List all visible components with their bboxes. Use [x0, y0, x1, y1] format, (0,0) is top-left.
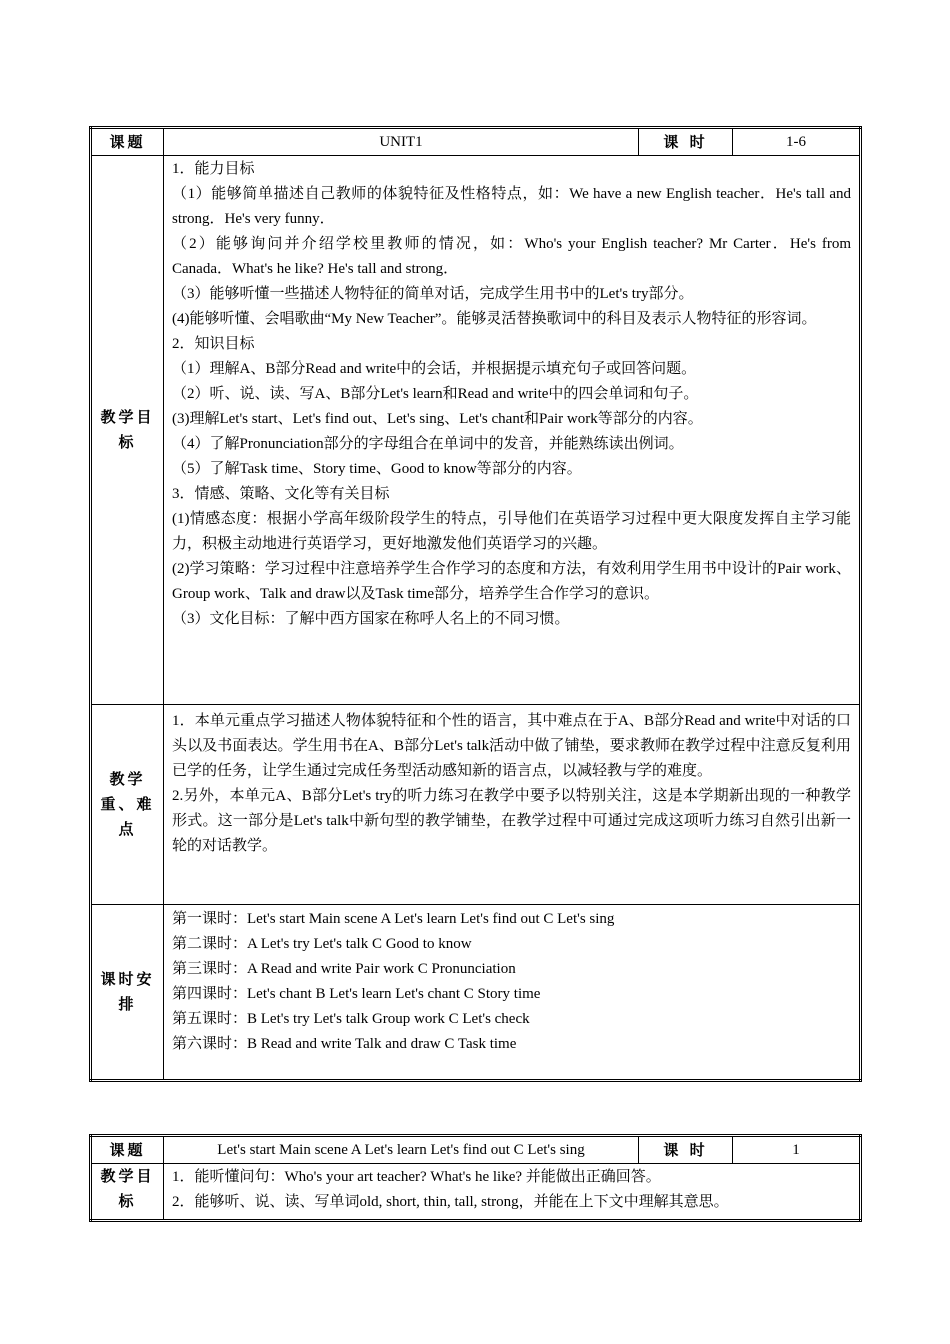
schedule-line: 第四课时：Let's chant B Let's learn Let's chant C Story time	[172, 986, 541, 1002]
goals-label: 教学目标	[91, 1164, 164, 1221]
goals-content	[164, 1164, 861, 1221]
period-value: 1	[733, 1136, 861, 1164]
schedule-content	[164, 905, 861, 1081]
goal-line: （1）能够简单描述自己教师的体貌特征及性格特点，如：We have a new English teacher．He's tall and strong．He's very funny．	[172, 186, 851, 227]
focus-line: 1．本单元重点学习描述人物体貌特征和个性的语言，其中难点在于A、B部分Read and write中对话的口头以及书面表达。学生用书在A、B部分Let's talk活动中做了铺垫，要求教师在教学过程中注意反复利用已学的任务，让学生通过完成任务型活动感知新的语言点，以减轻教与学的难度。	[172, 713, 851, 779]
goal-line: (3)理解Let's start、Let's find out、Let's sing、Let's chant和Pair work等部分的内容。	[172, 411, 703, 427]
goals-content	[164, 156, 861, 705]
unit-overview-table	[89, 126, 862, 1082]
focus-line: 2.另外，本单元A、B部分Let's try的听力练习在教学中要予以特别关注，这是本学期新出现的一种教学形式。这一部分是Let's talk中新句型的教学铺垫，在教学过程中可通过完成这项听力练习自然引出新一轮的对话教学。	[172, 788, 851, 854]
period-value: 1-6	[733, 128, 861, 156]
goals-label: 教学目标	[91, 156, 164, 705]
schedule-line: 第六课时：B Read and write Talk and draw C Task time	[172, 1036, 517, 1052]
goal-line: （1）理解A、B部分Read and write中的会话，并根据提示填充句子或回答问题。	[172, 361, 697, 377]
goal-line: 1．能力目标	[172, 161, 255, 177]
goal-line: （5）了解Task time、Story time、Good to know等部分的内容。	[172, 461, 582, 477]
schedule-line: 第二课时：A Let's try Let's talk C Good to know	[172, 936, 472, 952]
goal-line: （3）文化目标：了解中西方国家在称呼人名上的不同习惯。	[172, 611, 570, 627]
header-row	[91, 1136, 861, 1164]
period-label: 课 时	[639, 1136, 733, 1164]
goal-line: 2．知识目标	[172, 336, 255, 352]
goal-line: 3．情感、策略、文化等有关目标	[172, 486, 390, 502]
goals-row	[91, 156, 861, 705]
topic-label: 课题	[91, 128, 164, 156]
goals-row	[91, 1164, 861, 1221]
goal-line: （4）了解Pronunciation部分的字母组合在单词中的发音，并能熟练读出例词。	[172, 436, 684, 452]
goal-line: (2)学习策略：学习过程中注意培养学生合作学习的态度和方法，有效利用学生用书中设计的Pair work、Group work、Talk and draw以及Task time部分，培养学生合作学习的意识。	[172, 561, 851, 602]
focus-label: 教学重、难点	[91, 705, 164, 905]
goal-line: 1．能听懂问句：Who's your art teacher? What's he like? 并能做出正确回答。	[172, 1169, 661, 1185]
schedule-line: 第五课时：B Let's try Let's talk Group work C Let's check	[172, 1011, 530, 1027]
goal-line: (1)情感态度：根据小学高年级阶段学生的特点，引导他们在英语学习过程中更大限度发挥自主学习能力，积极主动地进行英语学习，更好地激发他们英语学习的兴趣。	[172, 511, 851, 552]
focus-row	[91, 705, 861, 905]
goal-line: （2）能够询问并介绍学校里教师的情况，如：Who's your English teacher? Mr Carter．He's from Canada．What's he like? He's tall and strong．	[172, 236, 851, 277]
period-label: 课 时	[639, 128, 733, 156]
goal-line: 2．能够听、说、读、写单词old, short, thin, tall, strong，并能在上下文中理解其意思。	[172, 1194, 729, 1210]
lesson-table	[89, 1134, 862, 1222]
schedule-line: 第三课时：A Read and write Pair work C Pronunciation	[172, 961, 516, 977]
goal-line: (4)能够听懂、会唱歌曲“My New Teacher”。能够灵活替换歌词中的科目及表示人物特征的形容词。	[172, 311, 817, 327]
schedule-label: 课时安排	[91, 905, 164, 1081]
schedule-row	[91, 905, 861, 1081]
header-row	[91, 128, 861, 156]
topic-label: 课题	[91, 1136, 164, 1164]
schedule-line: 第一课时：Let's start Main scene A Let's learn Let's find out C Let's sing	[172, 911, 615, 927]
goal-line: （3）能够听懂一些描述人物特征的简单对话，完成学生用书中的Let's try部分。	[172, 286, 694, 302]
goal-line: （2）听、说、读、写A、B部分Let's learn和Read and write中的四会单词和句子。	[172, 386, 699, 402]
topic-value: UNIT1	[164, 128, 639, 156]
topic-value: Let's start Main scene A Let's learn Let's find out C Let's sing	[164, 1136, 639, 1164]
focus-content	[164, 705, 861, 905]
